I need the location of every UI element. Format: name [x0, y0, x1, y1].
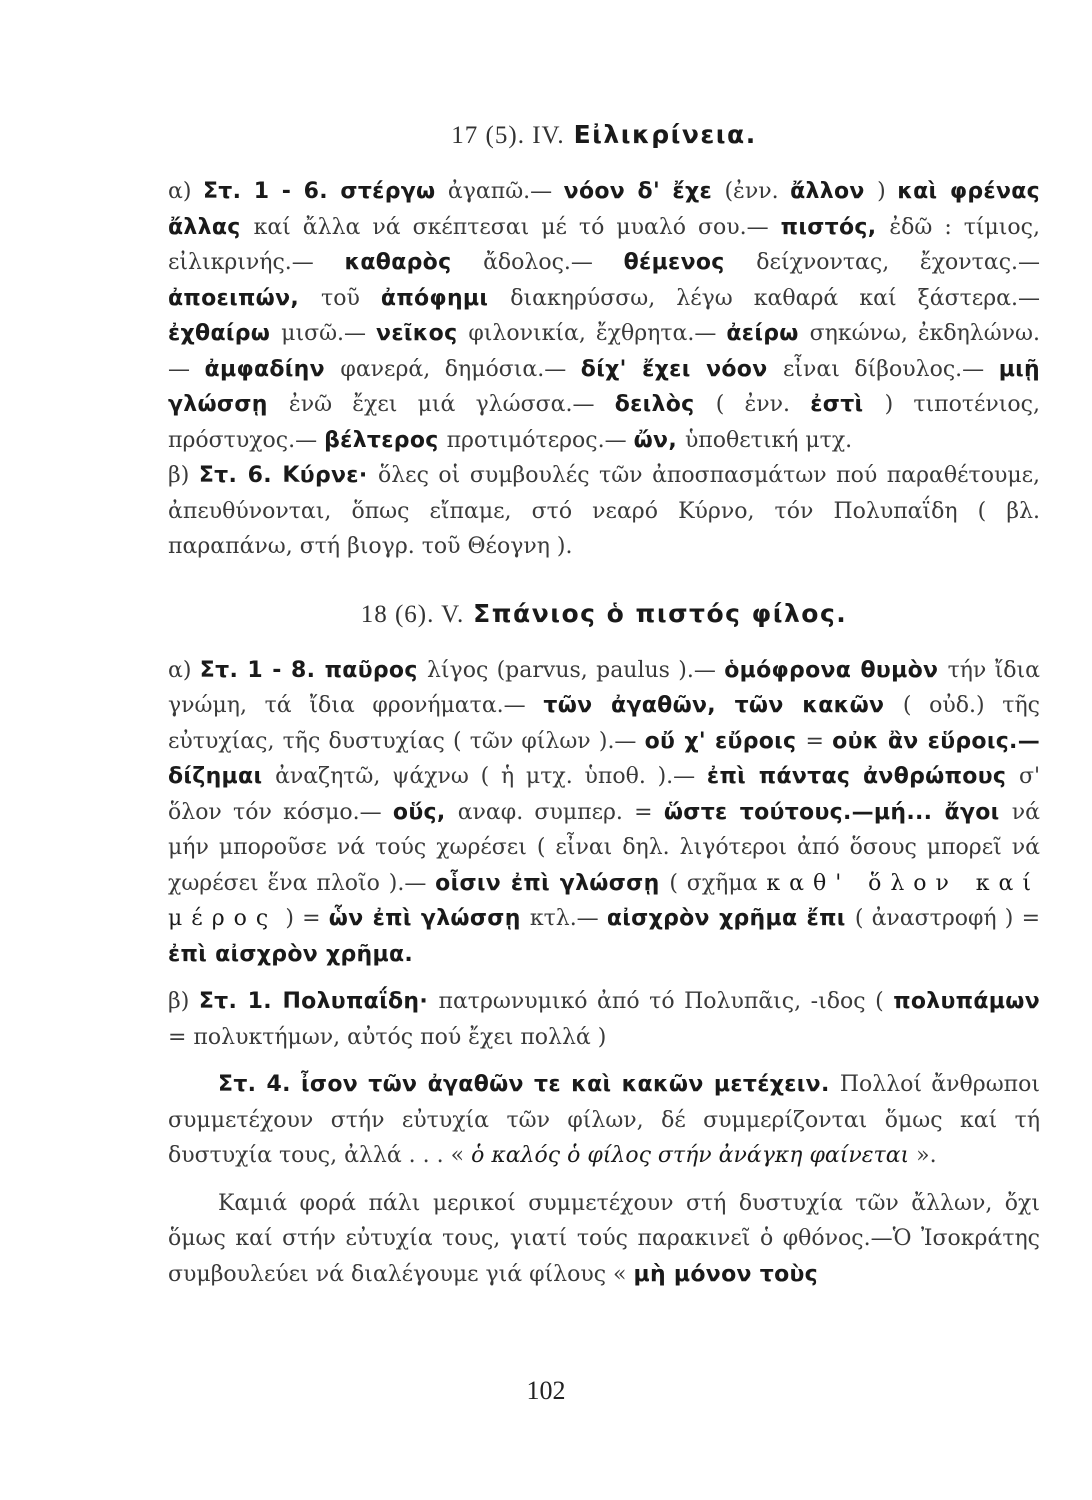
text-run: ( ἐνν.: [715, 392, 811, 417]
text-run: ὁμόφρονα θυμὸν: [724, 657, 948, 683]
text-run: ὤν,: [633, 427, 685, 453]
text-run: ἐπὶ αἰσχρὸν χρῆμα.: [168, 941, 414, 967]
text-run: μὴ μόνον τοὺς: [633, 1261, 819, 1287]
text-run: διακηρύσσω, λέγω καθαρά καί ξάστερα.—: [510, 285, 1040, 311]
text-run: Στ. 1 - 8. παῦρος: [199, 657, 427, 683]
text-run: ἀναζητῶ, ψάχνω ( ἡ μτχ. ὑποθ. ).—: [275, 764, 707, 789]
text-run: θέμενος: [623, 250, 757, 275]
section-18-note-a: [168, 653, 1040, 973]
text-run: = πολυκτήμων, αὐτός πού ἔχει πολλά ): [168, 1024, 607, 1050]
text-run: μιῇ γλώσσῃ: [168, 356, 1041, 417]
text-run: ὑποθετική μτχ.: [684, 427, 853, 453]
text-run: ».: [909, 1143, 937, 1168]
text-run: ὁ καλός ὁ φίλος στήν ἀνάγκη φαίνεται: [471, 1143, 910, 1168]
text-run: καὶ φρένας ἄλλας: [168, 179, 1041, 240]
text-run: αναφ. συμπερ. =: [457, 799, 664, 825]
text-run: Καμιά φορά πάλι μερικοί συμμετέχουν στή δυστυχία τῶν ἄλλων, ὄχι ὅμως καί στήν εὐτυχία τους, γιατί τούς παρακινεῖ ὁ φθόνος.—Ὁ Ἰσοκράτης συμβουλεύει νά διαλέγουμε γιά φίλους «: [168, 1190, 1040, 1287]
section-18-note-c: [168, 1067, 1040, 1174]
text-run: ἐδῶ : τίμιος, εἰλικρινής.—: [168, 214, 1040, 275]
text-run: τοῦ: [321, 285, 381, 311]
text-run: ἐπὶ πάντας ἀνθρώπους: [706, 764, 1019, 789]
text-run: λίγος (parvus, paulus ).—: [426, 657, 725, 683]
section-17-title: Εἰλικρίνεια.: [573, 120, 757, 149]
text-run: α): [168, 179, 203, 204]
text-run: φανερά, δημόσια.—: [340, 356, 581, 382]
text-run: ( σχῆμα: [669, 870, 767, 896]
text-run: (ἐνν.: [724, 179, 791, 204]
section-17-note-a: [168, 174, 1040, 458]
text-run: πιστός,: [780, 214, 890, 240]
text-run: σηκώνω, ἐκδηλώνω.—: [168, 321, 1040, 382]
text-run: αἰσχρὸν χρῆμα ἔπι: [606, 906, 855, 931]
text-run: β): [168, 989, 199, 1014]
text-run: ἀμφαδίην: [204, 356, 341, 382]
text-run: ἄλλον: [790, 179, 878, 204]
text-run: ἄδολος.—: [483, 250, 624, 275]
text-run: πατρωνυμικό ἀπό τό Πολυπᾶις, -ιδος (: [438, 989, 894, 1014]
text-run: ὅλες οἱ συμβουλές τῶν ἀποσπασμάτων πού παραθέτουμε, ἀπευθύνονται, ὅπως εἴπαμε, στό νεαρό Κύρνο, τόν Πολυπαΐδη ( βλ. παραπάνω, στή βιογρ. τοῦ Θέογνη ).: [168, 463, 1041, 559]
text-run: νεῖκος: [376, 321, 469, 346]
section-17-heading: [168, 120, 1040, 150]
text-run: ἀείρω: [726, 321, 810, 346]
text-run: ὧν ἐπὶ γλώσσῃ: [328, 906, 530, 931]
page-body: [168, 120, 1040, 1292]
section-17-note-b: [168, 458, 1040, 565]
section-18-title: Σπάνιος ὁ πιστός φίλος.: [473, 598, 848, 628]
text-run: ὥστε τούτους.—μή... ἄγοι: [663, 799, 1012, 825]
text-run: =: [805, 728, 833, 754]
text-run: Στ. 6. Κύρνε·: [198, 463, 378, 488]
section-17-number: 17 (5). IV.: [451, 122, 565, 149]
text-run: νόον δ' ἔχε: [563, 179, 725, 204]
section-18-note-b: [168, 984, 1040, 1055]
text-run: τήν ἴδια γνώμη, τά ἴδια φρονήματα.—: [168, 657, 1040, 718]
text-run: ἐστὶ: [810, 392, 885, 417]
text-run: ἐχθαίρω: [168, 321, 282, 346]
text-run: καί ἄλλα νά σκέπτεσαι μέ τό μυαλό σου.—: [253, 214, 781, 240]
text-run: ) =: [277, 906, 329, 931]
text-run: καθ' ὅλον καί μέρος: [168, 870, 1040, 931]
text-run: πολυπάμων: [893, 989, 1040, 1014]
text-run: ἀποειπών,: [168, 285, 322, 311]
text-run: δειλὸς: [614, 392, 716, 417]
text-run: ) τιποτένιος, πρόστυχος.—: [168, 392, 1040, 453]
text-run: ( οὐδ.) τῆς εὐτυχίας, τῆς δυστυχίας ( τῶν φίλων ).—: [168, 693, 1040, 754]
text-run: ἀπόφημι: [380, 285, 511, 311]
text-run: Πολλοί ἄνθρωποι συμμετέχουν στήν εὐτυχία τῶν φίλων, δέ συμμερίζονται ὅμως καί τή δυστυχία τους, ἀλλά . . . «: [168, 1072, 1040, 1168]
text-run: Στ. 1 - 6. στέργω: [202, 179, 448, 204]
text-run: δίχ' ἔχει νόον: [580, 356, 783, 382]
text-run: οὔ χ' εὔροις: [644, 728, 806, 754]
text-run: ἐνῶ ἔχει μιά γλώσσα.—: [288, 392, 615, 417]
text-run: οὐκ ἂν εὕροις.— δίζημαι: [168, 728, 1040, 789]
text-run: προτιμότερος.—: [446, 427, 634, 453]
text-run: σ' ὅλον τόν κόσμο.—: [168, 764, 1041, 825]
text-run: βέλτερος: [324, 427, 447, 453]
text-run: Στ. 4. ἶσον τῶν ἀγαθῶν τε καὶ κακῶν μετέχειν.: [218, 1072, 840, 1097]
text-run: οὕς,: [392, 799, 458, 825]
page-number: 102: [526, 1376, 566, 1405]
text-run: β): [168, 463, 199, 488]
text-run: ): [877, 179, 898, 204]
text-run: ( ἀναστροφή ) =: [854, 906, 1041, 931]
section-18-heading: [168, 599, 1040, 629]
text-run: α): [168, 657, 200, 683]
text-run: μισῶ.—: [281, 321, 377, 346]
text-run: ἀγαπῶ.—: [447, 179, 564, 204]
section-18-number: 18 (6). V.: [360, 600, 465, 628]
text-run: φιλονικία, ἔχθρητα.—: [468, 321, 727, 346]
text-run: εἶναι δίβουλος.—: [783, 356, 999, 382]
text-run: οἷσιν ἐπὶ γλώσσῃ: [435, 870, 670, 896]
text-run: νά μήν μποροῦσε νά τούς χωρέσει ( εἶναι δηλ. λιγότεροι ἀπό ὅσους μπορεῖ νά χωρέσει ἕνα πλοῖο ).—: [168, 799, 1040, 896]
text-run: Στ. 1. Πολυπαΐδη·: [198, 989, 439, 1014]
section-18-note-d: [168, 1186, 1040, 1293]
text-run: καθαρὸς: [344, 250, 484, 275]
text-run: κτλ.—: [529, 906, 607, 931]
text-run: δείχνοντας, ἔχοντας.—: [756, 250, 1041, 275]
text-run: τῶν ἀγαθῶν, τῶν κακῶν: [543, 693, 903, 718]
